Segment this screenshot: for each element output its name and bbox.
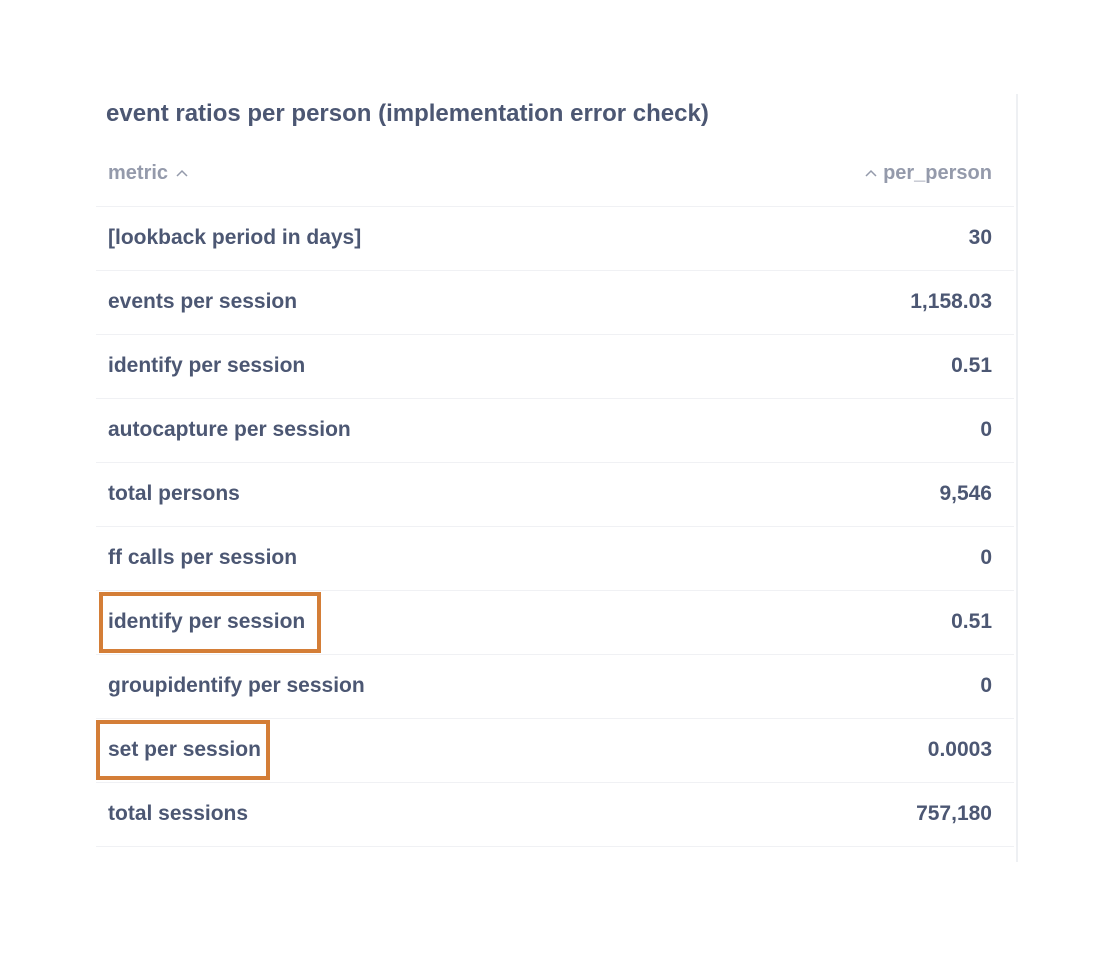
column-header-metric[interactable] xyxy=(108,162,186,185)
metric-cell: total persons xyxy=(108,482,240,505)
metric-cell: [lookback period in days] xyxy=(108,226,362,249)
value-cell: 0.0003 xyxy=(927,738,992,761)
value-cell: 0 xyxy=(980,546,992,569)
column-header-per-person[interactable] xyxy=(865,162,992,185)
metric-cell: ff calls per session xyxy=(108,546,298,569)
chevron-up-icon xyxy=(865,169,875,179)
value-cell: 757,180 xyxy=(916,802,992,825)
metric-cell: events per session xyxy=(108,290,298,313)
table-row xyxy=(96,335,1014,399)
table-row xyxy=(96,783,1014,847)
value-cell: 0.51 xyxy=(951,354,992,377)
metric-cell: set per session xyxy=(108,738,261,761)
data-table xyxy=(96,142,1014,847)
metric-cell: groupidentify per session xyxy=(108,674,365,697)
card-title: event ratios per person (implementation error check) xyxy=(106,100,709,127)
table-row xyxy=(96,527,1014,591)
table-row xyxy=(96,399,1014,463)
table-row xyxy=(96,207,1014,271)
value-cell: 0 xyxy=(980,674,992,697)
metric-cell: identify per session xyxy=(108,354,306,377)
metric-cell: total sessions xyxy=(108,802,249,825)
table-row xyxy=(96,719,1014,783)
value-cell: 0 xyxy=(980,418,992,441)
metric-cell: autocapture per session xyxy=(108,418,351,441)
table-header xyxy=(96,142,1014,207)
value-cell: 9,546 xyxy=(939,482,992,505)
column-header-label: per_person xyxy=(883,162,992,184)
table-row xyxy=(96,463,1014,527)
table-card xyxy=(96,94,1018,862)
value-cell: 0.51 xyxy=(951,610,992,633)
metric-cell: identify per session xyxy=(108,610,306,633)
table-row xyxy=(96,271,1014,335)
value-cell: 1,158.03 xyxy=(910,290,992,313)
table-row xyxy=(96,591,1014,655)
table-row xyxy=(96,655,1014,719)
value-cell: 30 xyxy=(968,226,992,249)
chevron-up-icon xyxy=(176,169,186,179)
column-header-label: metric xyxy=(108,162,169,184)
